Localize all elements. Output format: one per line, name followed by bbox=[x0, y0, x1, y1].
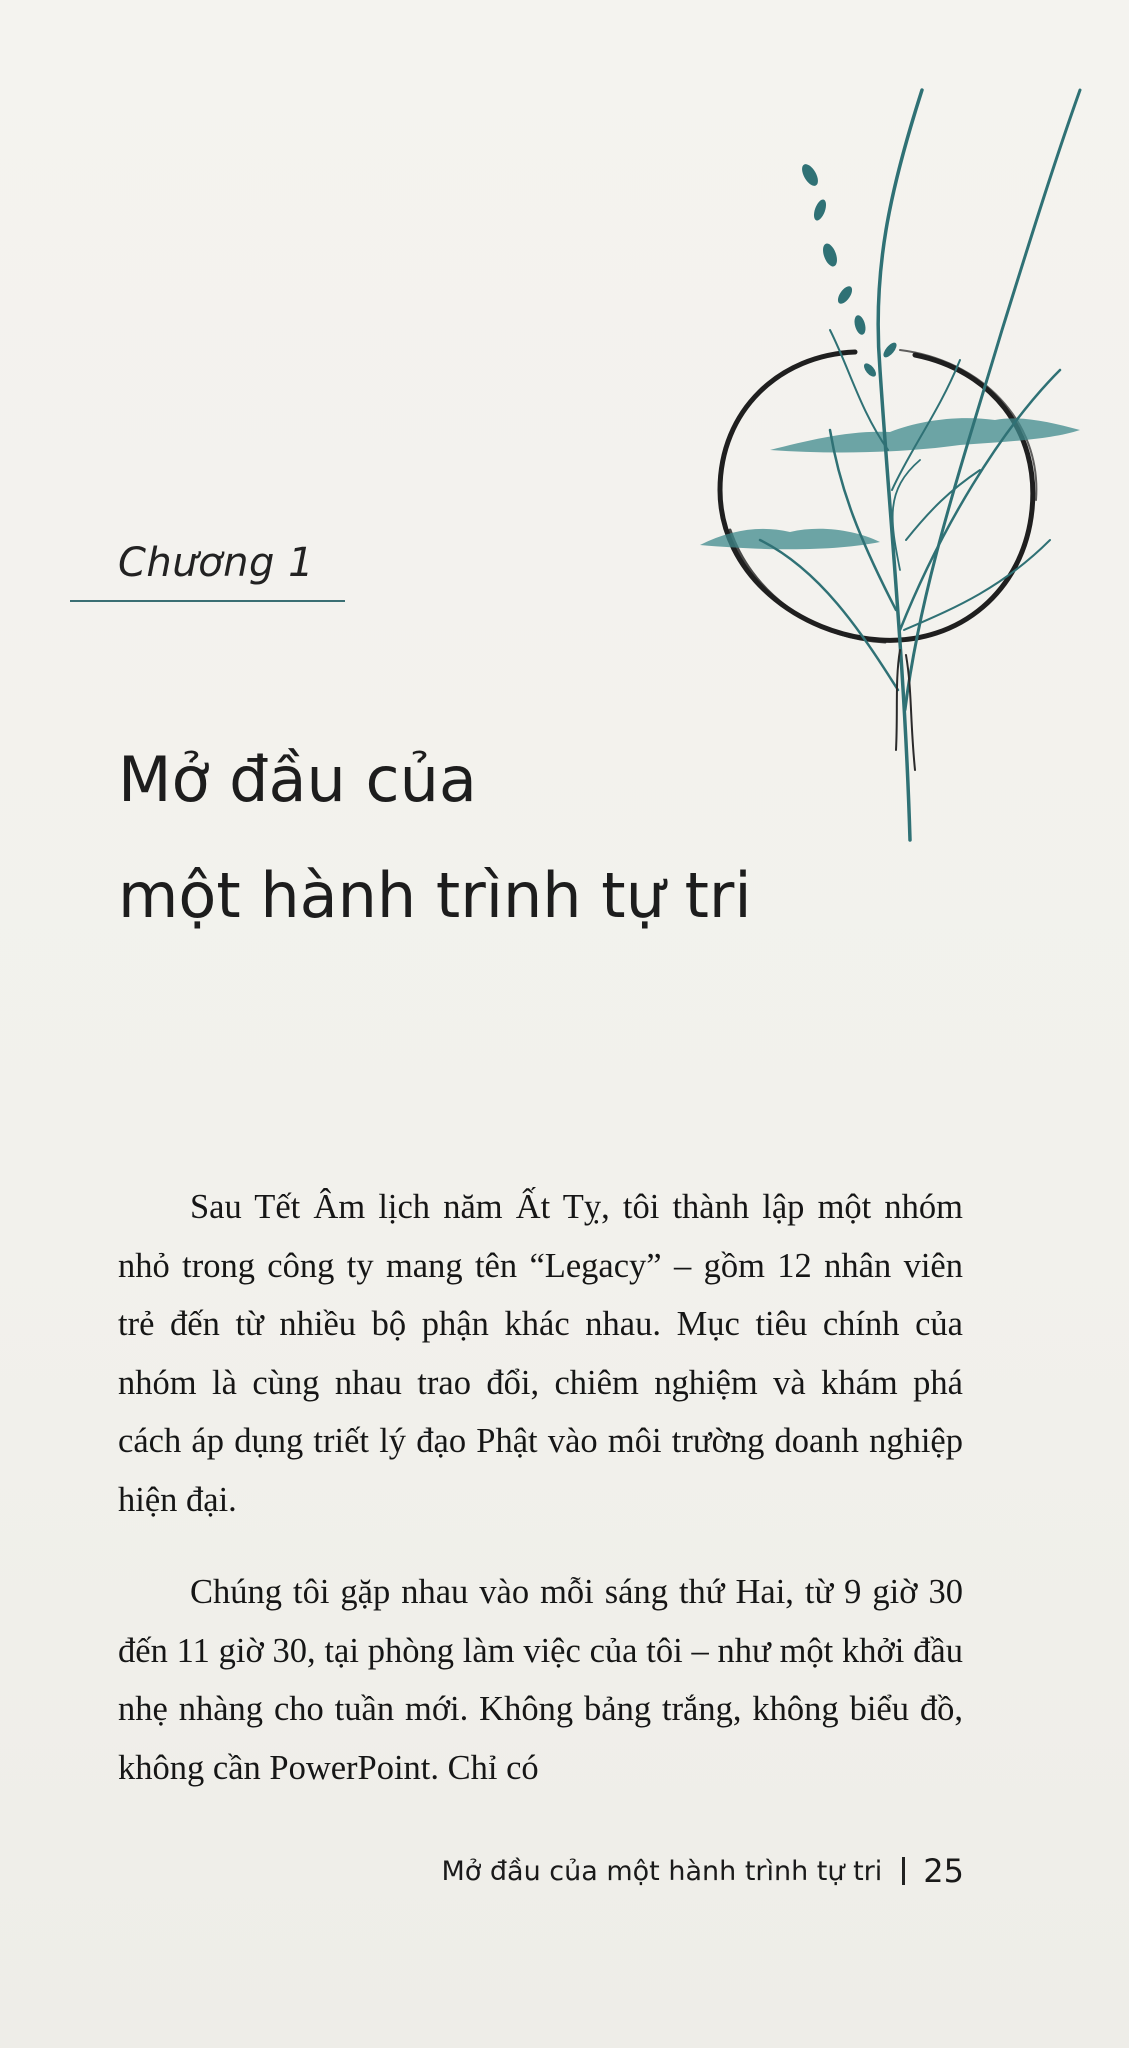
chapter-label: Chương 1 bbox=[118, 540, 315, 586]
chapter-title bbox=[118, 722, 918, 954]
chapter-underline bbox=[70, 600, 345, 602]
paragraph-1: Sau Tết Âm lịch năm Ất Tỵ, tôi thành lập một nhóm nhỏ trong công ty mang tên “Legacy” – gồm 12 nhân viên trẻ đến từ nhiều bộ phận khác nhau. Mục tiêu chính của nhóm là cùng nhau trao đổi, chiêm nghiệm và khám phá cách áp dụng triết lý đạo Phật vào môi trường doanh nghiệp hiện đại. bbox=[118, 1188, 963, 1519]
chapter-title-line-2: một hành trình tự tri bbox=[118, 858, 752, 932]
page-number: 25 bbox=[923, 1852, 964, 1890]
page-footer bbox=[442, 1852, 965, 1890]
paragraph-2: Chúng tôi gặp nhau vào mỗi sáng thứ Hai, từ 9 giờ 30 đến 11 giờ 30, tại phòng làm việc của tôi – như một khởi đầu nhẹ nhàng cho tuần mới. Không bảng trắng, không biểu đồ, không cần PowerPoint. Chỉ có bbox=[118, 1573, 963, 1787]
running-title: Mở đầu của một hành trình tự tri bbox=[441, 1855, 883, 1887]
body-text bbox=[118, 1178, 963, 1831]
ink-circle bbox=[720, 350, 1036, 642]
chapter-title-line-1: Mở đầu của bbox=[118, 742, 477, 816]
footer-separator bbox=[902, 1857, 905, 1885]
orchid-buds bbox=[799, 162, 899, 379]
